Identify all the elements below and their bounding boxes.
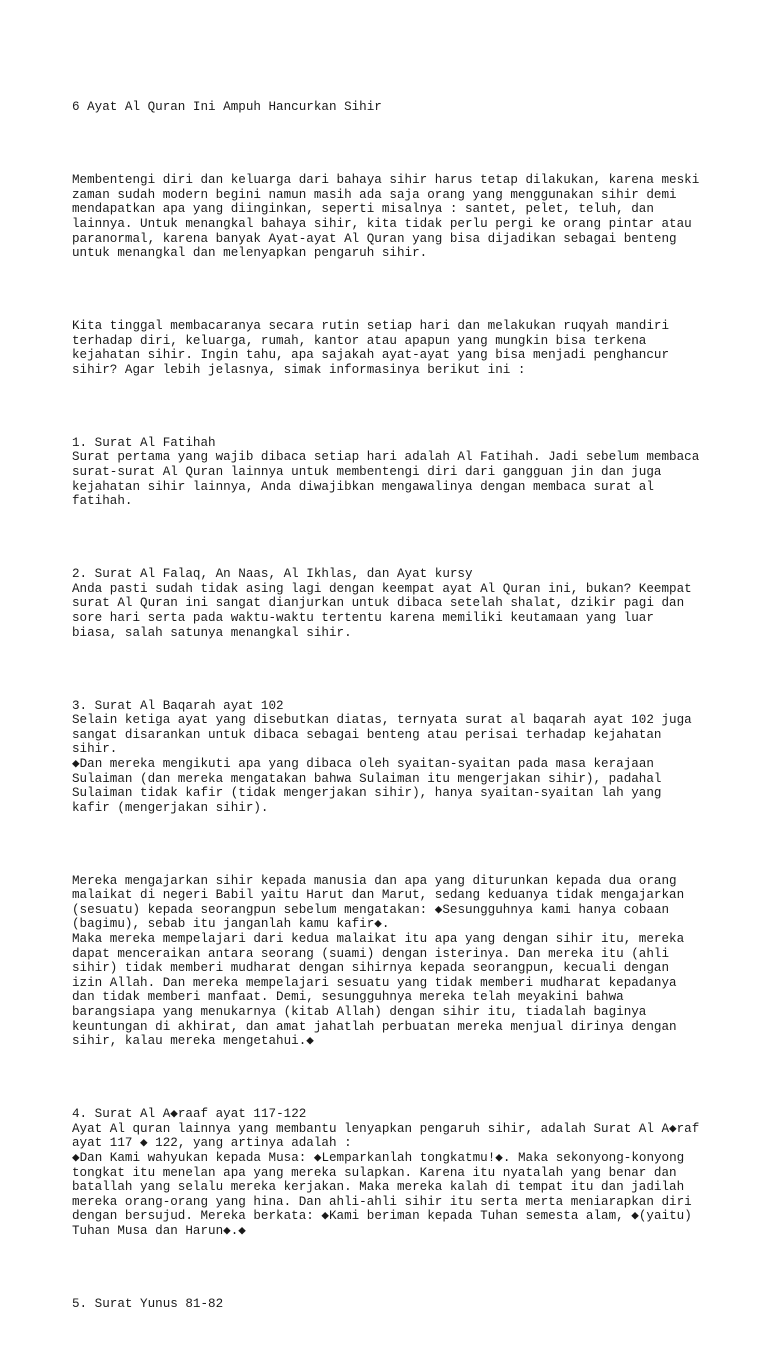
section-body: Mereka mengajarkan sihir kepada manusia dan apa yang diturunkan kepada dua orang malaikat di negeri Babil yaitu Harut dan Marut, sedang keduanya tidak mengajarkan (sesuatu) kepada seorangpun sebelum mengatakan: ◆Sesungguhnya kami hanya cobaan (bagimu), sebab itu janganlah kamu kafir◆. Maka mereka mempelajari dari kedua malaikat itu apa yang dengan sihir itu, mereka dapat menceraikan antara seorang (suami) dengan isterinya. Dan mereka itu (ahli sihir) tidak memberi mudharat dengan sihirnya kepada seorangpun, kecuali dengan izin Allah. Dan mereka mempelajari sesuatu yang tidak memberi mudharat kepadanya dan tidak memberi manfaat. Demi, sesungguhnya mereka telah meyakini bahwa barangsiapa yang menukarnya (kitab Allah) dengan sihir itu, tiadalah baginya keuntungan di akhirat, dan amat jahatlah perbuatan mereka menjual dirinya dengan sihir, kalau mereka mengetahui.◆ (72, 873, 685, 1049)
section-body: Ayat Al quran lainnya yang membantu lenyapkan pengaruh sihir, adalah Surat Al A◆raf ayat 117 ◆ 122, yang artinya adalah : ◆Dan Kami wahyukan kepada Musa: ◆Lemparkanlah tongkatmu!◆. Maka sekonyong-konyong tongkat itu menelan apa yang mereka sulapkan. Karena itu nyatalah yang benar dan batallah yang selalu mereka kerjakan. Maka mereka kalah di tempat itu dan jadilah mereka orang-orang yang hina. Dan ahli-ahli sihir itu serta merta meniarapkan diri dengan bersujud. Mereka berkata: ◆Kami beriman kepada Tuhan semesta alam, ◆(yaitu) Tuhan Musa dan Harun◆.◆ (72, 1121, 700, 1238)
section-heading: 2. Surat Al Falaq, An Naas, Al Ikhlas, dan Ayat kursy (72, 567, 473, 582)
section-heading: 4. Surat Al A◆raaf ayat 117-122 (72, 1107, 307, 1122)
section-body: Anda pasti sudah tidak asing lagi dengan keempat ayat Al Quran ini, bukan? Keempat surat Al Quran ini sangat dianjurkan untuk dibaca setelah shalat, dzikir pagi dan sore hari serta pada waktu-waktu tertentu karena memiliki keutamaan yang luar biasa, salah satunya menangkal sihir. (72, 581, 692, 640)
section-4 (72, 1107, 712, 1238)
section-heading: 5. Surat Yunus 81-82 (72, 1296, 224, 1311)
document-text (72, 71, 712, 1355)
section-2 (72, 567, 712, 640)
section-3 (72, 699, 712, 816)
section-heading: 1. Surat Al Fatihah (72, 435, 216, 450)
section-heading: 3. Surat Al Baqarah ayat 102 (72, 698, 284, 713)
section-1 (72, 436, 712, 509)
section-3-continued (72, 874, 712, 1049)
section-5 (72, 1297, 712, 1312)
intro-paragraph-2: Kita tinggal membacaranya secara rutin setiap hari dan melakukan ruqyah mandiri terhadap diri, keluarga, rumah, kantor atau apapun yang mungkin bisa terkena kejahatan sihir. Ingin tahu, apa sajakah ayat-ayat yang bisa menjadi penghancur sihir? Agar lebih jelasnya, simak informasinya berikut ini : (72, 319, 670, 377)
section-body: Surat pertama yang wajib dibaca setiap hari adalah Al Fatihah. Jadi sebelum membaca surat-surat Al Quran lainnya untuk membentengi diri dari gangguan jin dan juga kejahatan sihir lainnya, Anda diwajibkan mengawalinya dengan membaca surat al fatihah. (72, 450, 700, 509)
section-body: Selain ketiga ayat yang disebutkan diatas, ternyata surat al baqarah ayat 102 juga sangat disarankan untuk dibaca sebagai benteng atau perisai terhadap kejahatan sihir. ◆Dan mereka mengikuti apa yang dibaca oleh syaitan-syaitan pada masa kerajaan Sulaiman (dan mereka mengatakan bahwa Sulaiman itu mengerjakan sihir), padahal Sulaiman tidak kafir (tidak mengerjakan sihir), hanya syaitan-syaitan lah yang kafir (mengerjakan sihir). (72, 713, 692, 815)
document-title: 6 Ayat Al Quran Ini Ampuh Hancurkan Sihir (72, 100, 382, 115)
intro-paragraph-1: Membentengi diri dan keluarga dari bahaya sihir harus tetap dilakukan, karena meski zaman sudah modern begini namun masih ada saja orang yang menggunakan sihir demi mendapatkan apa yang diinginkan, seperti misalnya : santet, pelet, teluh, dan lainnya. Untuk menangkal bahaya sihir, kita tidak perlu pergi ke orang pintar atau paranormal, karena banyak Ayat-ayat Al Quran yang bisa dijadikan sebagai benteng untuk menangkal dan melenyapkan pengaruh sihir. (72, 173, 700, 261)
